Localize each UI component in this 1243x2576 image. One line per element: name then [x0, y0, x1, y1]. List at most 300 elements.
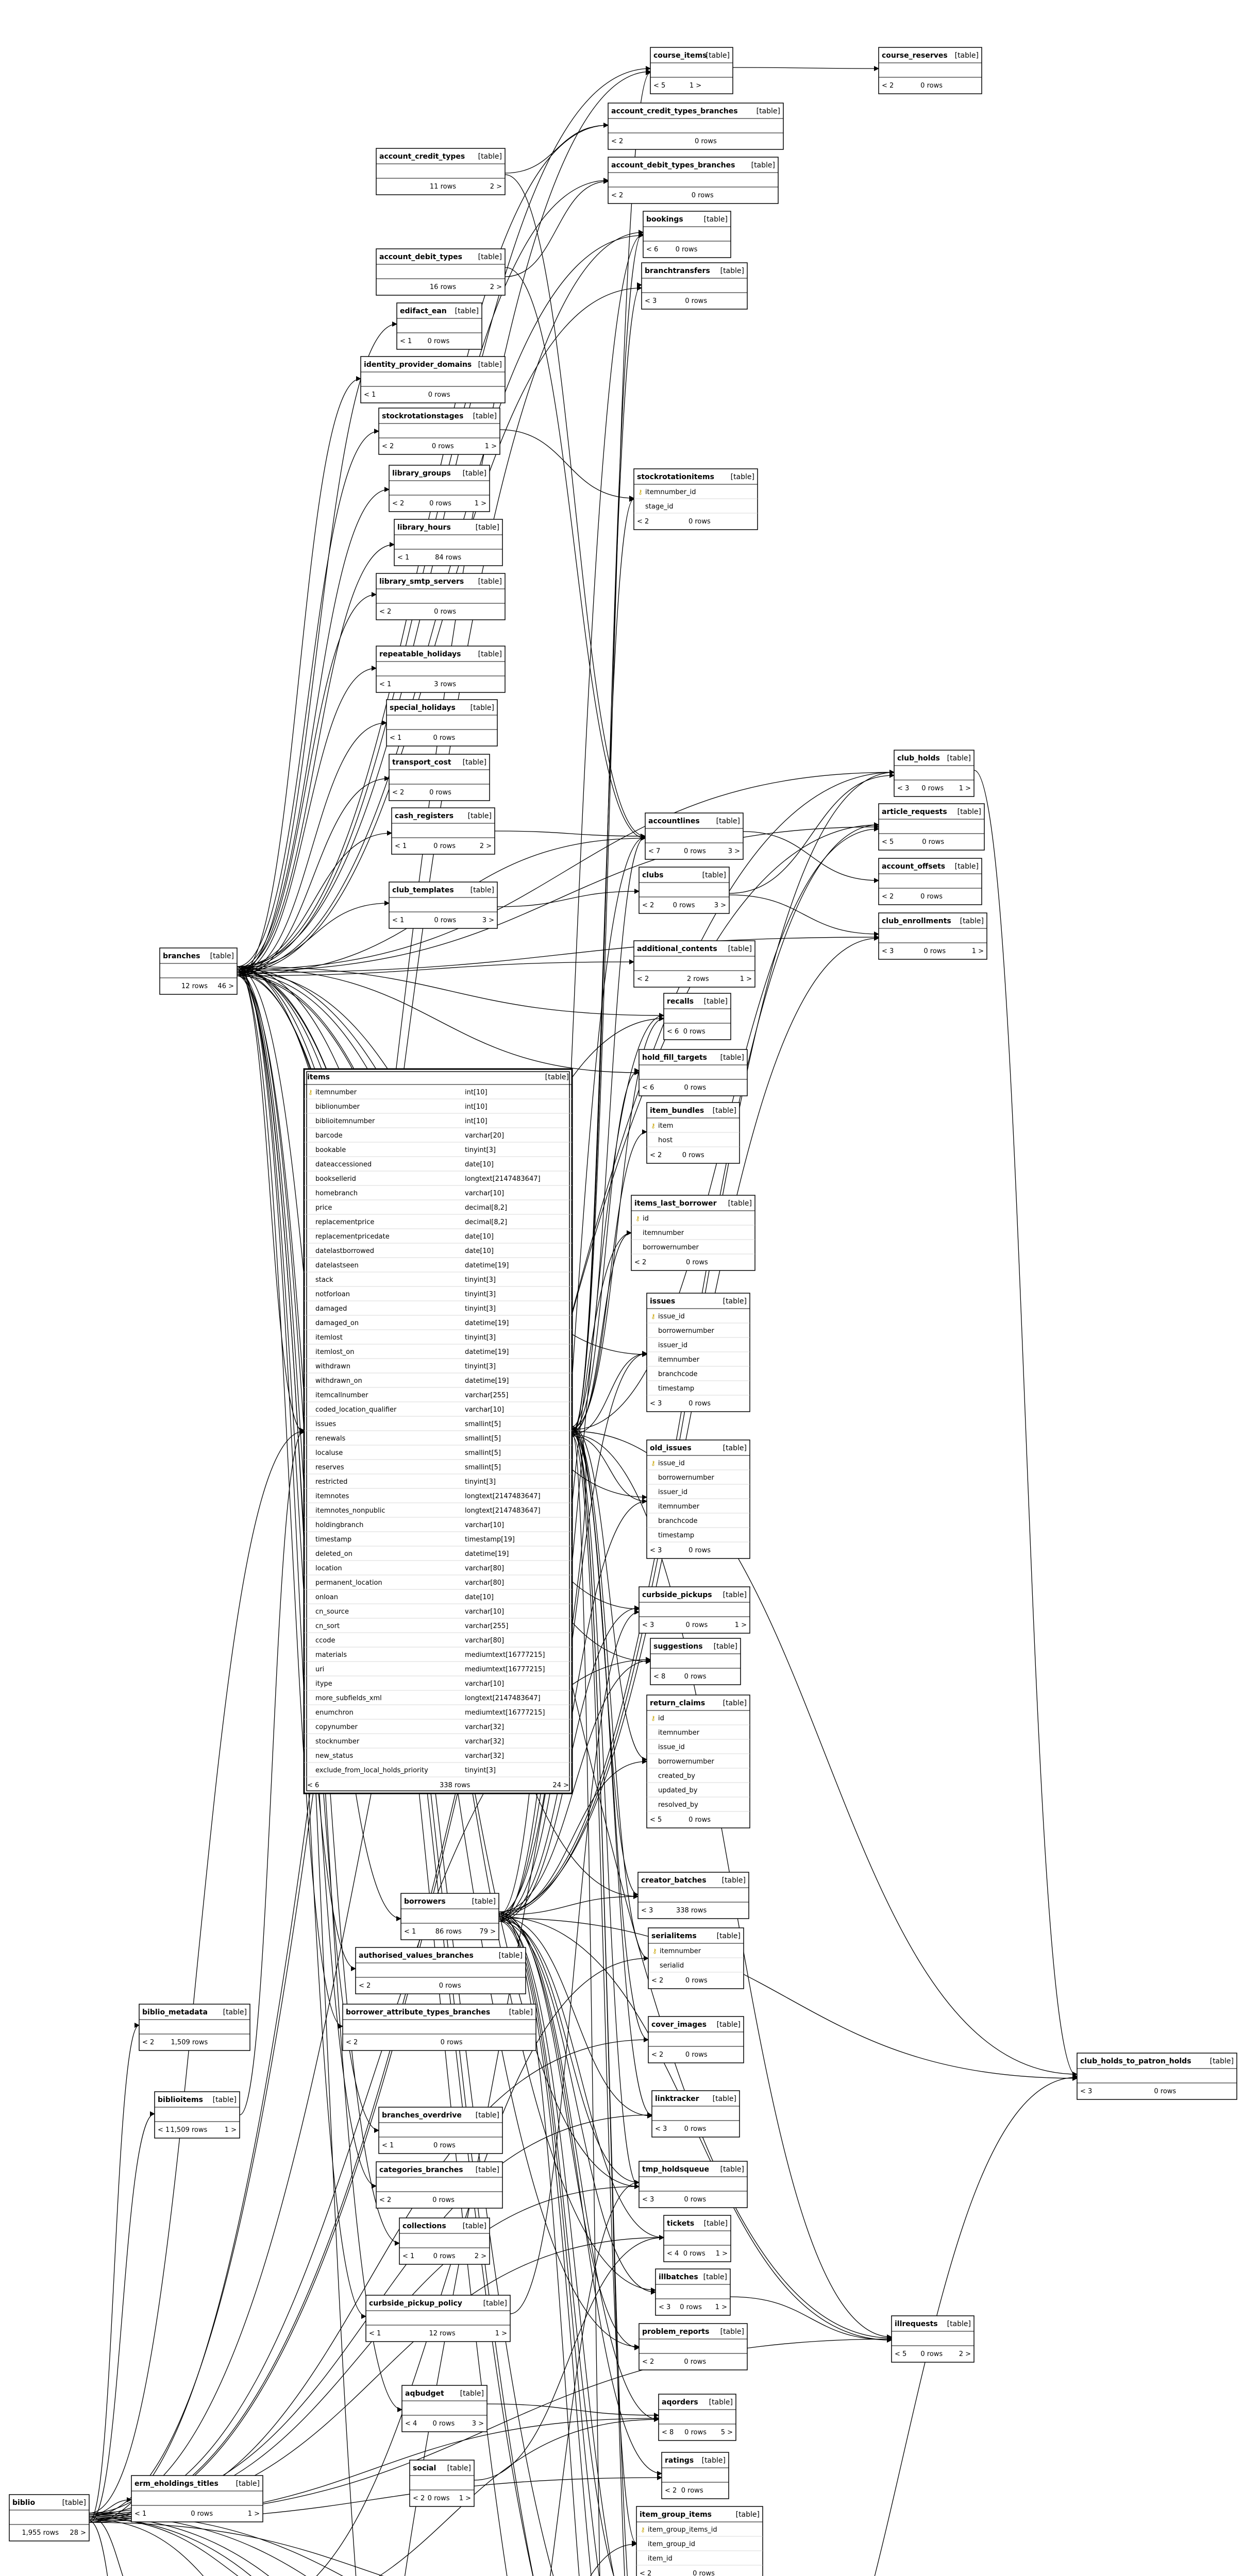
parents-count: < 2	[611, 138, 624, 145]
row-count: 0 rows	[688, 1816, 711, 1824]
children-count: 1 >	[484, 443, 497, 450]
table-kind-label: [table]	[756, 107, 780, 115]
column-name: permanent_location	[315, 1579, 382, 1587]
column-type: datetime[19]	[465, 1262, 509, 1269]
row-count: 0 rows	[693, 2570, 715, 2576]
table-node-branches[interactable]	[160, 948, 237, 994]
column-name: id	[658, 1715, 664, 1722]
parents-count: < 2	[637, 975, 649, 983]
table-name: library_hours	[397, 523, 451, 532]
table-name: suggestions	[653, 1642, 703, 1651]
column-type: datetime[19]	[465, 1377, 509, 1385]
table-kind-label: [table]	[223, 2008, 247, 2016]
table-kind-label: [table]	[703, 215, 728, 224]
relationship-edge	[499, 1915, 662, 2473]
row-count: 0 rows	[433, 2142, 456, 2149]
table-name: biblioitems	[158, 2096, 203, 2104]
table-name: clubs	[642, 871, 664, 879]
relationship-edge	[499, 1918, 1077, 2078]
table-node-account-offsets[interactable]	[879, 858, 982, 905]
children-count: 46 >	[217, 982, 234, 990]
row-count: 0 rows	[433, 2252, 456, 2260]
table-kind-label: [table]	[728, 1199, 752, 1208]
relationship-edge	[89, 2516, 652, 2576]
column-name: replacementprice	[315, 1218, 375, 1226]
column-name: barcode	[315, 1132, 343, 1140]
column-type: tinyint[3]	[465, 1305, 496, 1313]
column-type: varchar[32]	[465, 1723, 505, 1731]
children-count: 1 >	[474, 500, 486, 507]
table-kind-label: [table]	[721, 1876, 746, 1885]
table-node-old-issues[interactable]	[647, 1440, 750, 1558]
column-name: coded_location_qualifier	[315, 1406, 397, 1414]
table-node-cash-registers[interactable]	[392, 808, 495, 854]
column-name: bookable	[315, 1146, 346, 1154]
column-name: timestamp	[658, 1532, 695, 1539]
parents-count: < 6	[307, 1782, 320, 1789]
column-type: datetime[19]	[465, 1319, 509, 1327]
parents-count: < 3	[659, 2303, 671, 2311]
children-count: 2 >	[490, 283, 502, 291]
row-count: 0 rows	[429, 500, 451, 507]
column-name: issue_id	[658, 1743, 685, 1751]
column-name: item	[658, 1122, 674, 1130]
parents-count: < 2	[346, 2039, 358, 2046]
relationship-edge	[572, 1431, 652, 2115]
table-name: collections	[402, 2222, 446, 2230]
table-name: issues	[650, 1297, 676, 1306]
relationship-edge	[89, 2519, 394, 2576]
table-kind-label: [table]	[701, 2456, 726, 2465]
parents-count: < 2	[392, 500, 405, 507]
column-name: cn_sort	[315, 1622, 340, 1630]
table-name: account_debit_types	[379, 253, 462, 261]
children-count: 5 >	[720, 2429, 733, 2436]
parents-count: < 1	[382, 2142, 394, 2149]
table-name: branchtransfers	[645, 267, 710, 275]
column-name: issue_id	[658, 1460, 685, 1467]
column-type: tinyint[3]	[465, 1767, 496, 1774]
table-kind-label: [table]	[703, 2273, 727, 2281]
table-node-course-items[interactable]	[650, 47, 733, 94]
table-node-collections[interactable]	[399, 2218, 490, 2264]
children-count: 1 >	[247, 2510, 260, 2518]
table-node-account-credit-types[interactable]	[376, 148, 505, 195]
table-node-illrequests[interactable]	[892, 2316, 974, 2362]
table-name: cover_images	[651, 2021, 707, 2029]
column-type: varchar[255]	[465, 1622, 509, 1630]
column-name: branchcode	[658, 1370, 698, 1378]
parents-count: < 5	[650, 1816, 662, 1824]
table-name: old_issues	[650, 1444, 692, 1452]
column-name: id	[643, 1215, 649, 1223]
row-count: 12 rows	[429, 2330, 456, 2337]
table-name: library_groups	[392, 469, 451, 478]
parents-count: < 1	[397, 554, 410, 562]
table-kind-label: [table]	[735, 2511, 760, 2519]
table-kind-label: [table]	[478, 152, 502, 161]
relationship-edge	[89, 2515, 647, 2576]
children-count: 1 >	[959, 785, 971, 792]
table-node-issues[interactable]	[647, 1293, 750, 1412]
table-name: account_credit_types	[379, 152, 465, 161]
primary-key-icon: ⚷	[635, 1215, 640, 1222]
table-kind-label: [table]	[720, 1054, 744, 1062]
column-name: item_group_items_id	[648, 2526, 717, 2534]
parents-count: < 3	[641, 1907, 653, 1914]
table-kind-label: [table]	[462, 2222, 486, 2230]
parents-count: < 1	[364, 391, 376, 399]
row-count: 0 rows	[431, 443, 454, 450]
table-node-branchtransfers[interactable]	[642, 263, 747, 309]
table-kind-label: [table]	[478, 578, 502, 586]
row-count: 338 rows	[676, 1907, 707, 1914]
relationship-edge	[89, 2521, 155, 2576]
relationship-edge	[572, 499, 634, 1436]
column-type: varchar[80]	[465, 1637, 505, 1645]
column-name: deleted_on	[315, 1550, 352, 1558]
table-kind-label: [table]	[728, 945, 752, 953]
table-name: account_offsets	[882, 862, 946, 871]
relationship-edge	[572, 837, 645, 1427]
column-type: longtext[2147483647]	[465, 1493, 541, 1500]
column-type: smallint[5]	[465, 1449, 501, 1457]
row-count: 0 rows	[432, 2196, 455, 2204]
table-node-identity-provider-domains[interactable]	[361, 357, 505, 403]
relationship-edge	[733, 67, 879, 69]
table-node-repeatable-holidays[interactable]	[376, 646, 505, 692]
table-node-stockrotationstages[interactable]	[379, 408, 500, 454]
table-node-serialitems[interactable]	[648, 1928, 744, 1989]
parents-count: < 6	[667, 1028, 679, 1036]
table-kind-label: [table]	[730, 473, 754, 481]
relationship-edge	[487, 2404, 659, 2415]
table-node-hold-fill-targets[interactable]	[639, 1049, 747, 1096]
table-kind-label: [table]	[703, 2219, 728, 2228]
column-name: renewals	[315, 1435, 346, 1443]
column-type: date[10]	[465, 1247, 494, 1255]
relationship-edge	[237, 489, 392, 968]
children-count: 1 >	[971, 947, 984, 955]
table-kind-label: [table]	[720, 2328, 744, 2336]
children-count: 1 >	[224, 2126, 237, 2134]
column-name: price	[315, 1204, 332, 1212]
children-count: 1 >	[740, 975, 752, 983]
row-count: 0 rows	[685, 1977, 708, 1985]
children-count: 1 >	[459, 2495, 471, 2502]
table-node-authorised-values-branches[interactable]	[356, 1947, 526, 1994]
table-name: erm_eholdings_titles	[135, 2480, 219, 2488]
column-name: updated_by	[658, 1787, 698, 1794]
table-name: item_bundles	[650, 1107, 704, 1115]
table-node-stockrotationitems[interactable]	[634, 469, 758, 530]
children-count: 2 >	[474, 2252, 486, 2260]
table-node-biblio-metadata[interactable]	[139, 2004, 250, 2050]
table-name: item_group_items	[640, 2511, 712, 2519]
parents-count: < 6	[646, 246, 659, 253]
table-name: course_reserves	[882, 52, 948, 60]
column-type: datetime[19]	[465, 1348, 509, 1356]
relationship-edge	[237, 970, 304, 1432]
column-type: varchar[80]	[465, 1565, 505, 1572]
column-name: itemlost	[315, 1334, 343, 1342]
table-node-illbatches[interactable]	[656, 2269, 730, 2315]
table-node-bookings[interactable]	[643, 211, 731, 258]
parents-count: < 2	[379, 2196, 392, 2204]
row-count: 0 rows	[428, 391, 450, 399]
row-count: 0 rows	[684, 2125, 707, 2133]
table-node-ratings[interactable]	[662, 2452, 729, 2499]
column-type: varchar[80]	[465, 1579, 505, 1587]
table-node-biblioitems[interactable]	[155, 2092, 240, 2138]
table-name: problem_reports	[642, 2328, 710, 2336]
table-name: social	[413, 2464, 436, 2472]
column-name: biblionumber	[315, 1103, 360, 1111]
children-count: 1 >	[715, 2303, 727, 2311]
table-name: serialitems	[651, 1932, 697, 1940]
table-kind-label: [table]	[475, 2111, 499, 2120]
table-node-return-claims[interactable]	[647, 1695, 750, 1828]
column-type: date[10]	[465, 1233, 494, 1241]
table-node-transport-cost[interactable]	[389, 754, 490, 801]
table-node-library-smtp-servers[interactable]	[376, 573, 505, 620]
parents-count: < 4	[667, 2250, 679, 2258]
relationship-edge	[505, 125, 608, 173]
row-count: 1,955 rows	[22, 2529, 59, 2537]
table-node-library-groups[interactable]	[389, 465, 490, 512]
row-count: 338 rows	[440, 1782, 471, 1789]
relationship-edge	[89, 2025, 139, 2521]
table-node-curbside-pickup-policy[interactable]	[366, 2295, 510, 2342]
table-node-categories-branches[interactable]	[376, 2162, 502, 2208]
column-type: varchar[10]	[465, 1680, 505, 1688]
relationship-edge	[89, 2516, 149, 2576]
table-name: edifact_ean	[400, 307, 447, 315]
column-name: withdrawn_on	[315, 1377, 362, 1385]
row-count: 1,509 rows	[171, 2039, 208, 2046]
relationship-edge	[572, 1353, 647, 1434]
column-type: longtext[2147483647]	[465, 1175, 541, 1183]
column-type: decimal[8,2]	[465, 1218, 508, 1226]
row-count: 84 rows	[435, 554, 462, 562]
column-name: materials	[315, 1651, 347, 1659]
table-name: account_debit_types_branches	[611, 161, 735, 170]
table-name: return_claims	[650, 1699, 706, 1707]
table-node-erm-eholdings-titles[interactable]	[131, 2476, 263, 2522]
parents-count: < 4	[405, 2420, 417, 2428]
row-count: 1,509 rows	[170, 2126, 208, 2134]
table-name: club_holds	[897, 754, 940, 762]
table-node-items[interactable]	[304, 1069, 572, 1793]
column-name: itype	[315, 1680, 332, 1688]
table-node-club-holds[interactable]	[894, 750, 974, 796]
children-count: 79 >	[479, 1928, 496, 1936]
table-kind-label: [table]	[455, 307, 479, 315]
row-count: 0 rows	[682, 1151, 704, 1159]
table-node-edifact-ean[interactable]	[397, 303, 482, 349]
row-count: 0 rows	[684, 2196, 707, 2204]
primary-key-icon: ⚷	[651, 1460, 656, 1467]
parents-count: < 1	[392, 917, 405, 924]
row-count: 0 rows	[434, 917, 457, 924]
table-node-social[interactable]	[410, 2460, 474, 2506]
table-name: recalls	[667, 997, 694, 1006]
table-node-aqbudget[interactable]	[402, 2385, 487, 2432]
column-type: smallint[5]	[465, 1464, 501, 1471]
column-name: withdrawn	[315, 1363, 351, 1370]
table-kind-label: [table]	[720, 2165, 744, 2174]
row-count: 0 rows	[688, 1547, 711, 1554]
table-node-borrower-attribute-types-branches[interactable]	[343, 2004, 536, 2050]
table-node-suggestions[interactable]	[650, 1638, 741, 1685]
table-kind-label: [table]	[1210, 2057, 1234, 2065]
table-node-problem-reports[interactable]	[639, 2324, 747, 2370]
table-name: identity_provider_domains	[364, 361, 472, 369]
table-node-borrowers[interactable]	[401, 1893, 499, 1940]
row-count: 0 rows	[920, 2350, 943, 2358]
column-name: branchcode	[658, 1517, 698, 1525]
children-count: 28 >	[70, 2529, 86, 2537]
table-node-linktracker[interactable]	[652, 2091, 740, 2137]
table-node-club-templates[interactable]	[389, 882, 497, 928]
parents-count: < 2	[382, 443, 394, 450]
parents-count: < 5	[882, 838, 894, 846]
table-node-library-hours[interactable]	[394, 519, 502, 566]
table-kind-label: [table]	[751, 161, 775, 170]
column-name: localuse	[315, 1449, 343, 1457]
column-name: enumchron	[315, 1709, 354, 1717]
table-node-items-last-borrower[interactable]	[631, 1195, 755, 1270]
table-node-account-credit-types-branches[interactable]	[608, 103, 783, 149]
table-node-article-requests[interactable]	[879, 804, 984, 850]
table-name: special_holidays	[390, 704, 456, 712]
table-node-branches-overdrive[interactable]	[379, 2107, 502, 2154]
table-node-aqorders[interactable]	[659, 2394, 736, 2441]
relationship-edge	[743, 832, 879, 880]
column-type: varchar[32]	[465, 1738, 505, 1745]
row-count: 0 rows	[427, 337, 450, 345]
table-node-creator-batches[interactable]	[638, 1872, 749, 1919]
row-count: 0 rows	[429, 789, 451, 796]
row-count: 0 rows	[685, 1621, 708, 1629]
table-node-account-debit-types-branches[interactable]	[608, 157, 778, 204]
column-name: itemnumber	[660, 1947, 701, 1955]
table-kind-label: [table]	[712, 1107, 736, 1115]
column-type: varchar[32]	[465, 1752, 505, 1760]
parents-count: < 1	[395, 842, 407, 850]
parents-count: < 2	[665, 2487, 677, 2495]
relationship-edge	[730, 2297, 892, 2340]
column-name: issues	[315, 1420, 337, 1428]
column-name: ccode	[315, 1637, 335, 1645]
relationship-edge	[237, 903, 389, 968]
column-type: timestamp[19]	[465, 1536, 515, 1544]
row-count: 1 >	[689, 82, 702, 90]
row-count: 0 rows	[680, 2303, 702, 2311]
children-count: 1 >	[715, 2250, 728, 2258]
table-name: authorised_values_branches	[359, 1952, 474, 1960]
row-count: 2 rows	[686, 975, 709, 983]
parents-count: < 3	[642, 2196, 654, 2204]
column-name: created_by	[658, 1772, 695, 1780]
column-name: homebranch	[315, 1190, 358, 1197]
table-node-cover-images[interactable]	[648, 2016, 744, 2063]
column-name: item_group_id	[648, 2540, 695, 2548]
row-count: 0 rows	[191, 2510, 213, 2518]
parents-count: < 2	[650, 1151, 662, 1159]
table-kind-label: [table]	[703, 997, 728, 1006]
table-node-item-group-items[interactable]	[636, 2506, 763, 2576]
table-node-club-enrollments[interactable]	[879, 913, 987, 959]
table-kind-label: [table]	[709, 2398, 733, 2406]
table-node-accountlines[interactable]	[645, 813, 743, 859]
parents-count: < 2	[640, 2570, 652, 2576]
table-node-course-reserves[interactable]	[879, 47, 982, 94]
table-kind-label: [table]	[462, 469, 486, 478]
table-node-biblio[interactable]	[9, 2495, 89, 2541]
column-name: more_subfields_xml	[315, 1694, 382, 1702]
relationship-edge	[474, 2238, 664, 2480]
column-type: tinyint[3]	[465, 1334, 496, 1342]
table-kind-label: [table]	[447, 2464, 471, 2472]
table-node-additional-contents[interactable]	[634, 941, 755, 987]
row-count: 0 rows	[427, 2495, 450, 2502]
table-node-tmp-holdsqueue[interactable]	[639, 2161, 747, 2208]
table-kind-label: [table]	[723, 1297, 747, 1306]
row-count: 0 rows	[432, 2420, 455, 2428]
row-count: 0 rows	[684, 2358, 707, 2366]
parents-count: < 2	[392, 789, 405, 796]
table-node-special-holidays[interactable]	[387, 700, 497, 746]
column-name: host	[658, 1137, 673, 1144]
relationship-edge	[505, 175, 645, 836]
table-kind-label: [table]	[212, 2096, 237, 2104]
relationship-edge	[89, 1431, 304, 2513]
column-name: itemlost_on	[315, 1348, 355, 1356]
table-node-curbside-pickups[interactable]	[639, 1587, 750, 1633]
table-kind-label: [table]	[723, 1699, 747, 1707]
column-type: tinyint[3]	[465, 1291, 496, 1298]
parents-count: < 1	[135, 2510, 147, 2518]
table-kind-label: [table]	[954, 52, 979, 60]
column-type: datetime[19]	[465, 1550, 509, 1558]
parents-count: < 2	[651, 1977, 664, 1985]
table-node-clubs[interactable]	[639, 867, 729, 913]
table-kind-label: [table]	[467, 812, 492, 820]
table-node-recalls[interactable]	[664, 993, 731, 1040]
column-name: onloan	[315, 1594, 338, 1601]
table-node-account-debit-types[interactable]	[376, 249, 505, 295]
table-node-tickets[interactable]	[664, 2215, 731, 2262]
column-name: resolved_by	[658, 1801, 698, 1809]
table-node-club-holds-to-patron-holds[interactable]	[1077, 2053, 1237, 2099]
row-count: 0 rows	[922, 838, 945, 846]
parents-count: < 3	[897, 785, 910, 792]
column-type: int[10]	[465, 1089, 488, 1096]
column-type: mediumtext[16777215]	[465, 1666, 545, 1673]
column-name: damaged_on	[315, 1319, 359, 1327]
children-count: 1 >	[734, 1621, 747, 1629]
column-type: varchar[10]	[465, 1190, 505, 1197]
table-node-item-bundles[interactable]	[647, 1103, 740, 1163]
relationship-edge	[487, 2544, 636, 2576]
table-name: tickets	[667, 2219, 695, 2228]
children-count: 3 >	[728, 848, 740, 855]
table-name: aqorders	[662, 2398, 698, 2406]
table-kind-label: [table]	[723, 1444, 747, 1452]
column-name: issuer_id	[658, 1342, 688, 1349]
column-name: cn_source	[315, 1608, 349, 1616]
